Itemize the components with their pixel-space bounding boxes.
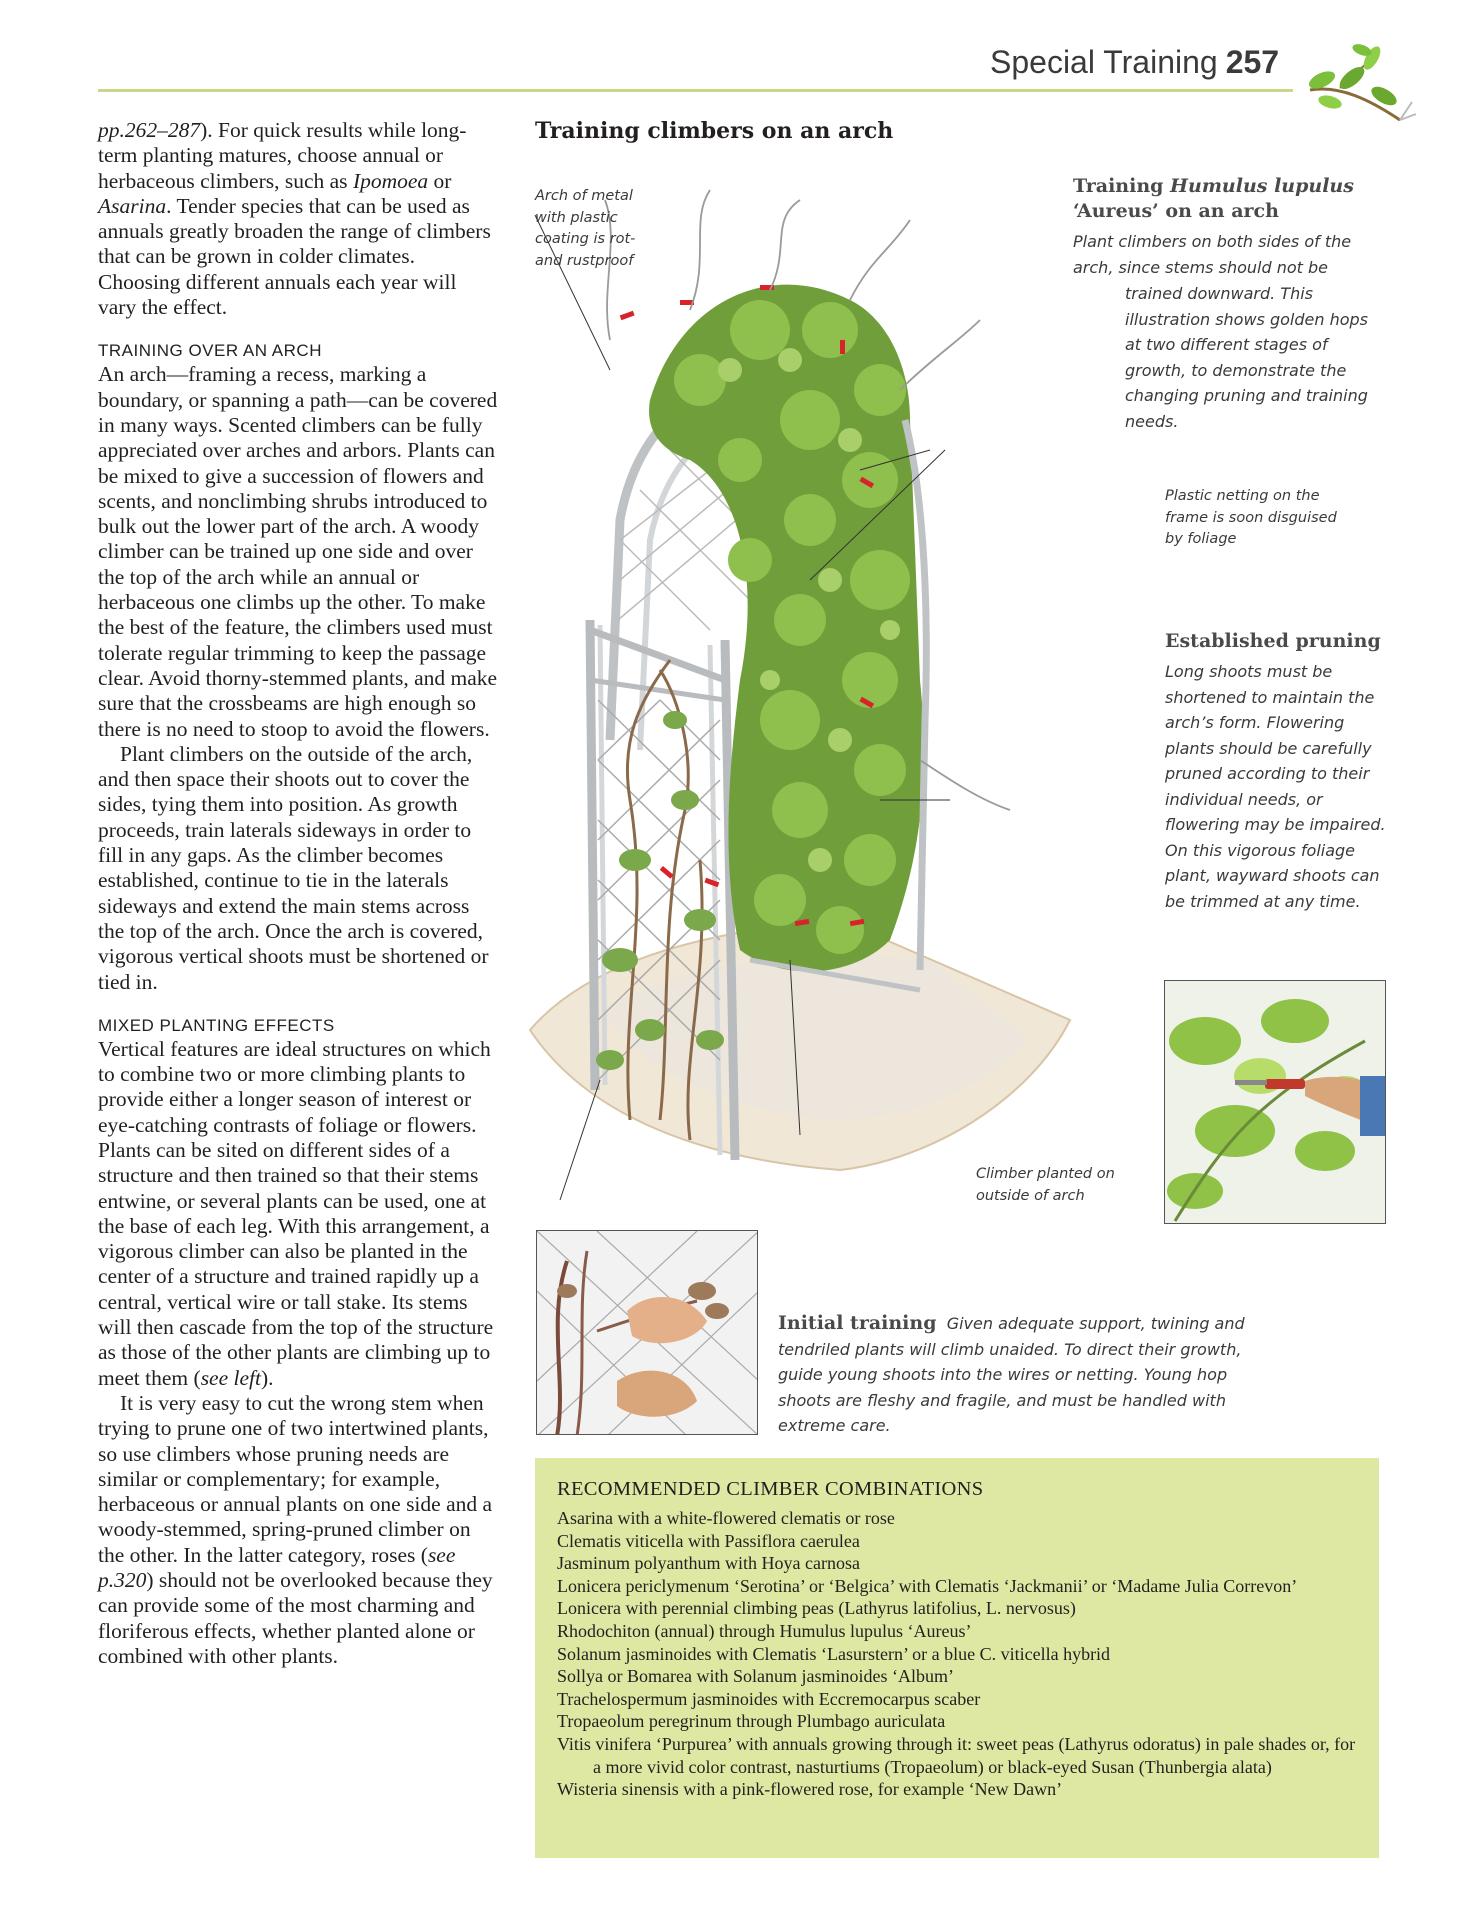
list-item: Sollya or Bomarea with Solanum jasminoides ‘Album’: [557, 1666, 954, 1687]
list-item: Solanum jasminoides with Clematis ‘Lasurstern’ or a blue C. viticella hybrid: [557, 1643, 1111, 1664]
list-item: Vitis vinifera ‘Purpurea’ with annuals growing through it: sweet peas (Lathyrus odoratus) in pale shades or, for a more vivid color contrast, nasturtiums (Tropaeolum) or black-eyed Susan (Thunbergia alata): [557, 1733, 1356, 1777]
caption-initial-training: Initial training Given adequate support, twining and tendriled plants will climb unaided. To direct their growth, guide young shoots into the wires or netting. Young hop shoots are fleshy and fragile, and must be handled with extreme care.: [778, 1312, 1245, 1435]
mixed-paragraph-2: It is very easy to cut the wrong stem when trying to prune one of two intertwined plants, so use climbers whose pruning needs are similar or complementary; for example, herbaceous or annual plants on one side and a woody-stemmed, spring-pruned climber on the other. In the latter category, roses (see p.320) should not be overlooked because they can provide some of the most charming and floriferous effects, whether planted alone or combined with other plants.: [98, 1390, 493, 1668]
caption-established-body: Long shoots must be shortened to maintain the arch’s form. Flowering plants should be carefully pruned according to their individual needs, or flowering may be impaired. On this vigorous foliage plant, wayward shoots can be trimmed at any time.: [1165, 662, 1386, 911]
intro-paragraph: pp.262–287). For quick results while long-term planting matures, choose annual or herbaceous climbers, such as Ipomoea or Asarina. Tender species that can be used as annuals greatly broaden the range of climbers that can be grown in colder climates. Choosing different annuals each year will vary the effect.: [98, 118, 491, 320]
list-item: Asarina with a white-flowered clematis or rose: [557, 1508, 895, 1528]
body-text-column: [98, 118, 498, 1669]
leader-initial: [560, 1080, 600, 1200]
caption-planted-outside: Climber planted on outside of arch: [976, 1166, 1115, 1204]
established-pruning-photo: [1164, 980, 1386, 1224]
arch-illustration: [510, 160, 1150, 1200]
caption-humulus-line-2: arch, since stems should not be: [1073, 258, 1328, 277]
initial-training-photo: [536, 1230, 758, 1435]
recommendations-list: [557, 1507, 1357, 1801]
caption-humulus-body: trained downward. This illustration shows golden hops at two different stages of growth, to demonstrate the changing pruning and training needs.: [1125, 284, 1369, 431]
running-header: [990, 44, 1279, 81]
caption-humulus-line-1: Plant climbers on both sides of the: [1073, 232, 1352, 251]
caption-humulus-title: Training Humulus lupulus ‘Aureus’ on an arch: [1073, 175, 1354, 222]
arch-paragraph-2: Plant climbers on the outside of the arch, and then space their shoots out to cover the sides, tying them into position. As growth proceeds, train laterals sideways in order to fill in any gaps. As the climber becomes established, continue to tie in the laterals sideways and extend the main stems across the top of the arch. Once the arch is covered, vigorous vertical shoots must be shortened or tied in.: [98, 741, 489, 994]
list-item: Wisteria sinensis with a pink-flowered rose, for example ‘New Dawn’: [557, 1779, 1063, 1800]
list-item: Lonicera with perennial climbing peas (Lathyrus latifolius, L. nervosus): [557, 1598, 1076, 1619]
list-item: Rhodochiton (annual) through Humulus lupulus ‘Aureus’: [557, 1620, 972, 1641]
recommendations-title: RECOMMENDED CLIMBER COMBINATIONS: [557, 1478, 984, 1500]
recommended-combinations-box: [535, 1458, 1379, 1858]
section-title: Special Training: [990, 44, 1218, 80]
leafy-twig-icon: [1300, 30, 1420, 130]
arch-paragraph-1: An arch—framing a recess, marking a boundary, or spanning a path—can be covered in many ways. Scented climbers can be fully appreciated over arches and arbors. Plants can be mixed to give a succession of flowers and scents, and nonclimbing shrubs introduced to bulk out the lower part of the arch. A woody climber can be trained up one side and over the top of the arch while an annual or herbaceous one climbs up the other. To make the best of the feature, the climbers used must tolerate regular trimming to keep the passage clear. Avoid thorny-stemmed plants, and make sure that the crossbeams are high enough so there is no need to stoop to avoid the flowers.: [98, 362, 498, 741]
mixed-paragraph-1: Vertical features are ideal structures on which to combine two or more climbing plants to provide either a longer season of interest or eye-catching contrasts of foliage or flowers. Plants can be sited on different sides of a structure and then trained so that their stems entwine, or several plants can be used, one at the base of each leg. With this arrangement, a vigorous climber can also be planted in the center of a structure and trained rapidly up a central, vertical wire or tall stake. Its stems will then cascade from the top of the structure as those of the other plants are climbing up to meet them (see left).: [98, 1036, 494, 1390]
figure-heading: Training climbers on an arch: [535, 118, 894, 144]
caption-arch-metal: Arch of metal with plastic coating is rot- and rustproof: [535, 188, 636, 269]
list-item: Trachelospermum jasminoides with Eccremocarpus scaber: [557, 1688, 981, 1709]
caption-established-title: Established pruning: [1165, 630, 1381, 652]
list-item: Tropaeolum peregrinum through Plumbago auriculata: [557, 1711, 946, 1732]
list-item: Jasminum polyanthum with Hoya carnosa: [557, 1553, 860, 1574]
list-item: Lonicera periclymenum ‘Serotina’ or ‘Belgica’ with Clematis ‘Jackmanii’ or ‘Madame Julia Correvon’: [557, 1575, 1298, 1596]
subhead-training-over-arch: TRAINING OVER AN ARCH: [98, 341, 322, 361]
caption-netting: Plastic netting on the frame is soon disguised by foliage: [1165, 488, 1337, 547]
header-rule: [98, 89, 1293, 92]
page-number: 257: [1225, 44, 1280, 80]
subhead-mixed-planting: MIXED PLANTING EFFECTS: [98, 1015, 335, 1035]
list-item: Clematis viticella with Passiflora caerulea: [557, 1530, 860, 1551]
